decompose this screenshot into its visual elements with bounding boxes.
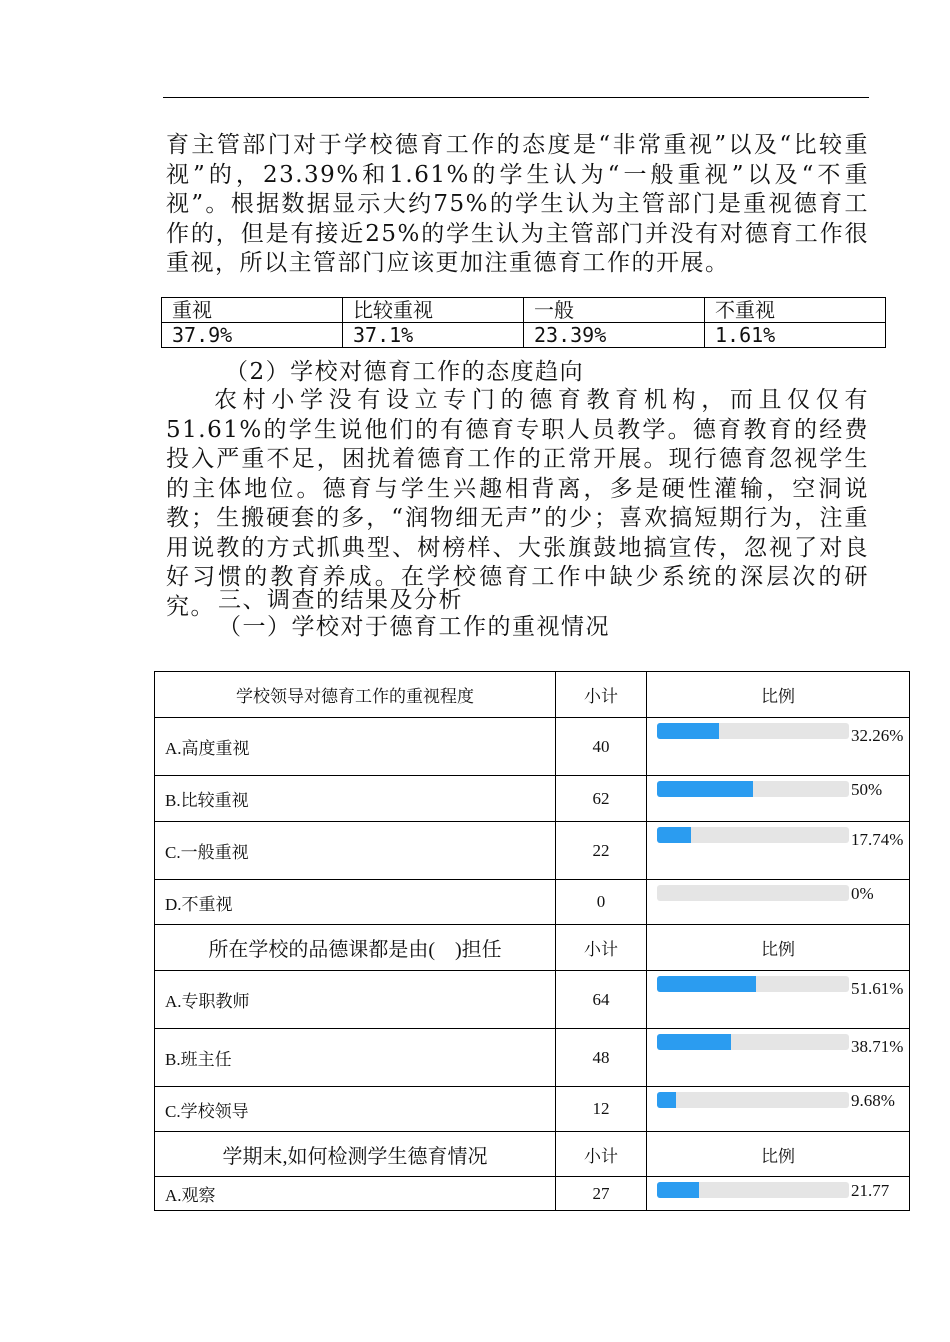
ratio-header: 比例 [647,1132,910,1177]
survey-row [155,822,910,880]
attitude-table [161,297,886,348]
ratio-cell [647,1087,910,1132]
survey-row [155,971,910,1029]
survey-row [155,1177,910,1211]
ratio-header: 比例 [647,925,910,971]
attitude-header-cell: 比较重视 [343,298,524,323]
attitude-value-cell: 37.9% [162,323,343,348]
survey-table [154,671,910,1211]
option-label: B.班主任 [155,1029,556,1087]
ratio-cell [647,1029,910,1087]
survey-row [155,776,910,822]
paragraph-attitude-summary: 育主管部门对于学校德育工作的态度是“非常重视”以及“比较重视”的，23.39%和1.61%的学生认为“一般重视”以及“不重视”。根据数据显示大约75%的学生认为主管部门是重视德育工作的，但是有接近25%的学生认为主管部门并没有对德育工作很重视，所以主管部门应该更加注重德育工作的开展。 [166,132,869,276]
option-count: 48 [556,1029,647,1087]
option-label: A.高度重视 [155,718,556,776]
progress-fill [657,781,753,797]
option-count: 22 [556,822,647,880]
progress-bar [657,827,849,843]
option-count: 27 [556,1177,647,1211]
option-label: A.专职教师 [155,971,556,1029]
percent-label: 17.74% [851,830,904,849]
progress-bar [657,723,849,739]
progress-bar [657,1182,849,1198]
survey-question-row [155,925,910,971]
attitude-header-row [162,298,886,323]
survey-question: 学校领导对德育工作的重视程度 [155,672,556,718]
progress-bar [657,976,849,992]
section-heading-results: 三、调查的结果及分析 [218,587,463,613]
ratio-header: 比例 [647,672,910,718]
attitude-header-cell: 不重视 [705,298,886,323]
progress-fill [657,827,691,843]
ratio-cell [647,718,910,776]
section-heading-importance: （一）学校对于德育工作的重视情况 [218,614,610,640]
progress-fill [657,1092,676,1108]
progress-bar [657,781,849,797]
survey-question-row [155,1132,910,1177]
option-label: C.学校领导 [155,1087,556,1132]
progress-bar [657,885,849,901]
percent-label: 51.61% [851,979,904,998]
survey-question-row [155,672,910,718]
option-label: C.一般重视 [155,822,556,880]
percent-label: 38.71% [851,1037,904,1056]
paragraph-school-attitude: 农村小学没有设立专门的德育教育机构，而且仅仅有51.61%的学生说他们的有德育专职人员教学。德育教育的经费投入严重不足，困扰着德育工作的正常开展。现行德育忽视学生的主体地位。德育与学生兴趣相背离，多是硬性灌输，空洞说教；生搬硬套的多，“润物细无声”的少；喜欢搞短期行为，注重用说教的方式抓典型、树榜样、大张旗鼓地搞宣传，忽视了对良好习惯的教育养成。在学校德育工作中缺少系统的深层次的研究。 [166,387,869,620]
section-heading-school-attitude: （2）学校对德育工作的态度趋向 [225,359,585,385]
ratio-cell [647,880,910,925]
survey-row [155,880,910,925]
ratio-cell [647,822,910,880]
option-count: 0 [556,880,647,925]
progress-bar [657,1034,849,1050]
percent-label: 32.26% [851,726,904,745]
ratio-cell [647,1177,910,1211]
attitude-value-cell: 23.39% [524,323,705,348]
attitude-value-row [162,323,886,348]
progress-fill [657,1034,731,1050]
percent-label: 50% [851,780,883,799]
progress-bar [657,1092,849,1108]
option-count: 12 [556,1087,647,1132]
attitude-header-cell: 一般 [524,298,705,323]
percent-label: 0% [851,884,874,903]
option-count: 62 [556,776,647,822]
survey-row [155,718,910,776]
option-label: B.比较重视 [155,776,556,822]
count-header: 小计 [556,672,647,718]
percent-label: 21.77 [851,1181,890,1200]
option-count: 40 [556,718,647,776]
percent-label: 9.68% [851,1091,895,1110]
option-label: A.观察 [155,1177,556,1211]
progress-fill [657,976,756,992]
option-count: 64 [556,971,647,1029]
attitude-value-cell: 37.1% [343,323,524,348]
survey-question: 所在学校的品德课都是由( )担任 [155,925,556,971]
survey-row [155,1029,910,1087]
header-rule [163,97,869,98]
survey-row [155,1087,910,1132]
attitude-value-cell: 1.61% [705,323,886,348]
count-header: 小计 [556,1132,647,1177]
count-header: 小计 [556,925,647,971]
ratio-cell [647,971,910,1029]
survey-question: 学期末,如何检测学生德育情况 [155,1132,556,1177]
ratio-cell [647,776,910,822]
attitude-header-cell: 重视 [162,298,343,323]
progress-fill [657,1182,699,1198]
option-label: D.不重视 [155,880,556,925]
progress-fill [657,723,719,739]
